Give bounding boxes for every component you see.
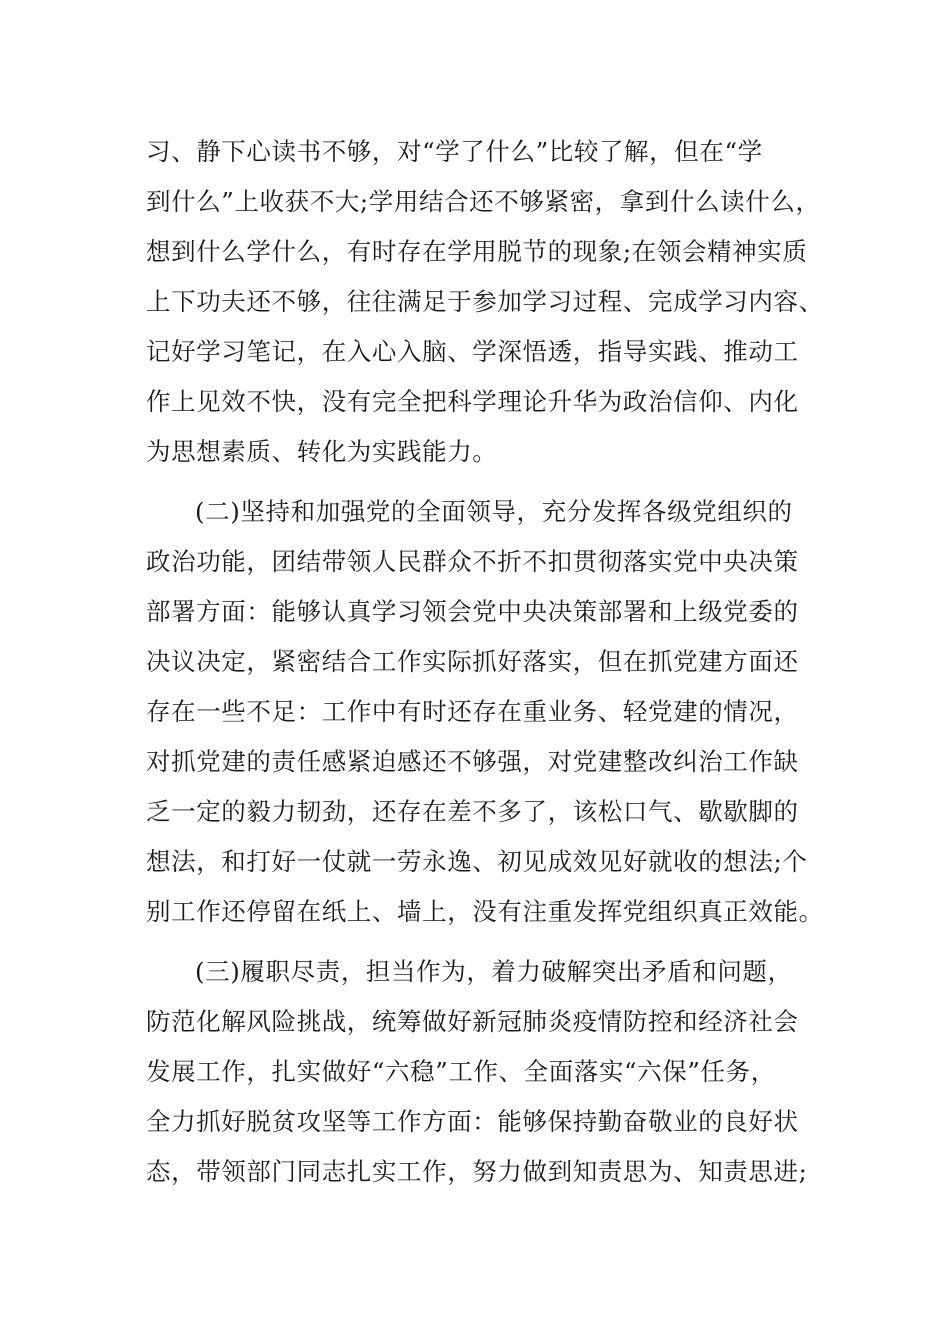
paragraph-1-line-1: 习、静下心读书不够，对“学了什么”比较了解，但在“学 <box>146 137 763 166</box>
paragraph-2-line-4: 决议决定，紧密结合工作实际抓好落实，但在抓党建方面还 <box>146 647 799 676</box>
paragraph-2-line-2: 政治功能，团结带领人民群众不折不扣贯彻落实党中央决策 <box>146 547 799 576</box>
paragraph-1-line-4: 上下功夫还不够，往往满足于参加学习过程、完成学习内容、 <box>146 287 824 316</box>
paragraph-3-line-3: 发展工作，扎实做好“六稳”工作、全面落实“六保”任务， <box>146 1057 776 1086</box>
paragraph-1-line-7: 为思想素质、转化为实践能力。 <box>146 437 498 466</box>
paragraph-1-line-3: 想到什么学什么，有时存在学用脱节的现象;在领会精神实质 <box>146 237 808 266</box>
paragraph-3-line-1: (三)履职尽责，担当作为，着力破解突出矛盾和问题， <box>195 957 793 986</box>
paragraph-2-line-9: 别工作还停留在纸上、墙上，没有注重发挥党组织真正效能。 <box>146 897 824 926</box>
paragraph-2-line-3: 部署方面：能够认真学习领会党中央决策部署和上级党委的 <box>146 597 799 626</box>
paragraph-3-line-2: 防范化解风险挑战，统筹做好新冠肺炎疫情防控和经济社会 <box>146 1007 799 1036</box>
paragraph-3-line-4: 全力抓好脱贫攻坚等工作方面：能够保持勤奋敬业的良好状 <box>146 1107 799 1136</box>
paragraph-2-line-5: 存在一些不足：工作中有时还存在重业务、轻党建的情况， <box>146 697 799 726</box>
paragraph-2-line-8: 想法，和打好一仗就一劳永逸、初见成效见好就收的想法;个 <box>146 847 808 876</box>
paragraph-1-line-6: 作上见效不快，没有完全把科学理论升华为政治信仰、内化 <box>146 387 799 416</box>
paragraph-3-line-5: 态，带领部门同志扎实工作，努力做到知责思为、知责思进; <box>146 1157 808 1186</box>
paragraph-2-line-7: 乏一定的毅力韧劲，还存在差不多了，该松口气、歇歇脚的 <box>146 797 799 826</box>
paragraph-2-line-6: 对抓党建的责任感紧迫感还不够强，对党建整改纠治工作缺 <box>146 747 799 776</box>
paragraph-2-line-1: (二)坚持和加强党的全面领导，充分发挥各级党组织的 <box>195 497 793 526</box>
paragraph-1-line-2: 到什么”上收获不大;学用结合还不够紧密，拿到什么读什么， <box>146 187 821 216</box>
paragraph-1-line-5: 记好学习笔记，在入心入脑、学深悟透，指导实践、推动工 <box>146 337 799 366</box>
